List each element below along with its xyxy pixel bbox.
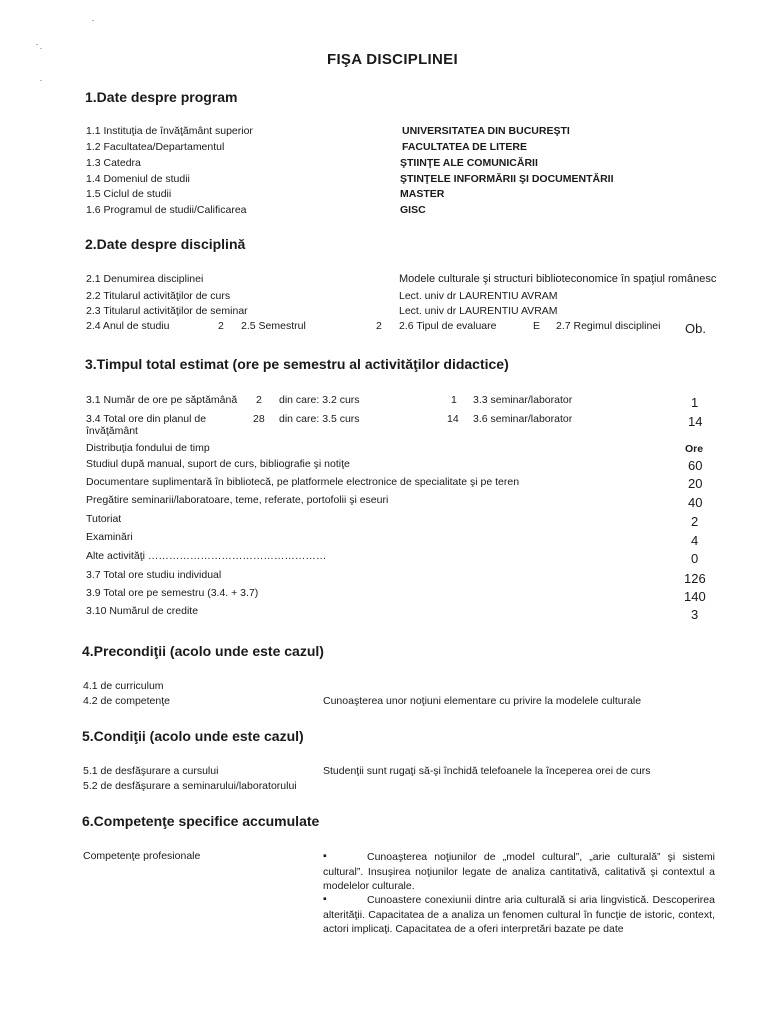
row-label: din care: 3.5 curs (279, 413, 360, 425)
row-value: 126 (684, 571, 706, 586)
section-4-heading: 4.Precondiţii (acolo unde este cazul) (82, 643, 324, 659)
bullet-icon: ▪ (323, 850, 327, 862)
row-value: 2 (691, 514, 699, 529)
scan-speck (36, 44, 38, 45)
row-value: 140 (684, 589, 706, 604)
row-label: 3.6 seminar/laborator (473, 413, 573, 425)
row-label: din care: 3.2 curs (279, 394, 360, 406)
competence-paragraph: Cunoastere conexiunii dintre aria culturală si aria lingvistică. Descoperirea alterităţii. Capacitatea de a analiza un fenomen cultural în funcţie de istoric, context, actori implicaţi. Capacitatea de a oferi interpretări bazate pe date (323, 894, 715, 935)
row-label: 3.1 Număr de ore pe săptămână (86, 394, 238, 406)
row-value: 14 (447, 413, 459, 425)
row-label: 3.3 seminar/laborator (473, 394, 573, 406)
row-label: 1.5 Ciclul de studii (86, 188, 172, 200)
row-value: Ob. (685, 321, 706, 336)
row-label: 1.1 Instituţia de învăţământ superior (86, 125, 253, 137)
row-label: 4.2 de competenţe (83, 695, 170, 707)
row-label: Examinări (86, 531, 133, 543)
row-value: Cunoaşterea unor noţiuni elementare cu privire la modelele culturale (323, 695, 642, 707)
row-label: Documentare suplimentară în bibliotecă, pe platformele electronice de specialitate şi pe teren (86, 476, 520, 488)
section-3-heading: 3.Timpul total estimat (ore pe semestru al activităţilor didactice) (85, 356, 509, 372)
scan-speck (40, 48, 42, 49)
scan-speck (92, 20, 94, 21)
row-label: învăţământ (86, 425, 138, 437)
row-label: 3.9 Total ore pe semestru (3.4. + 3.7) (86, 587, 259, 599)
row-label: Tutoriat (86, 513, 122, 525)
row-value: 4 (691, 533, 699, 548)
row-label: 5.2 de desfăşurare a seminarului/laboratorului (83, 780, 297, 792)
row-label: Studiul după manual, suport de curs, bibliografie şi notiţe (86, 458, 350, 470)
row-label: 1.6 Programul de studii/Calificarea (86, 204, 247, 216)
row-label: Pregătire seminarii/laboratoare, teme, referate, portofolii şi eseuri (86, 494, 389, 506)
row-value: 3 (691, 607, 699, 622)
row-value: Studenţii sunt rugaţi să-şi închidă telefoanele la începerea orei de curs (323, 765, 651, 777)
row-value: Modele culturale şi structuri biblioteconomice în spaţiul românesc (399, 273, 717, 285)
section-1-heading: 1.Date despre program (85, 89, 238, 105)
row-value: Lect. univ dr LAURENTIU AVRAM (399, 305, 558, 317)
bullet-icon: ▪ (323, 893, 327, 905)
row-value: Lect. univ dr LAURENTIU AVRAM (399, 290, 558, 302)
row-label: 5.1 de desfăşurare a cursului (83, 765, 219, 777)
row-value: UNIVERSITATEA DIN BUCUREŞTI (402, 125, 570, 137)
row-value: 28 (253, 413, 265, 425)
scan-speck (40, 80, 42, 81)
competence-paragraph: Cunoaşterea noţiunilor de „model cultural”, „arie culturală” şi sistemi cultural”. Insuşirea noţiunilor legate de analiza cantitativă, calitativă şi contextul a modelelor culturale. (323, 851, 715, 892)
column-header: Ore (685, 443, 704, 455)
row-label: 2.4 Anul de studiu (86, 320, 170, 332)
document-title: FIŞA DISCIPLINEI (327, 51, 458, 68)
row-label: 2.2 Titularul activităţilor de curs (86, 290, 231, 302)
row-label: 2.1 Denumirea disciplinei (86, 273, 204, 285)
row-label: 1.2 Facultatea/Departamentul (86, 141, 225, 153)
row-label: 1.4 Domeniul de studii (86, 173, 190, 185)
row-label: 4.1 de curriculum (83, 680, 164, 692)
row-value: 1 (691, 395, 699, 410)
row-label: 2.5 Semestrul (241, 320, 306, 332)
row-label: 3.10 Numărul de credite (86, 605, 199, 617)
row-value: GISC (400, 204, 426, 216)
row-label: Distribuţia fondului de timp (86, 442, 210, 454)
section-2-heading: 2.Date despre disciplină (85, 236, 246, 252)
row-label: 1.3 Catedra (86, 157, 141, 169)
row-value: 2 (256, 394, 262, 406)
row-value: ŞTIINŢE ALE COMUNICĂRII (400, 157, 538, 169)
row-value: 1 (451, 394, 457, 406)
row-label: 3.4 Total ore din planul de (86, 413, 207, 425)
section-5-heading: 5.Condiţii (acolo unde este cazul) (82, 728, 304, 744)
row-value: 60 (688, 458, 703, 473)
row-value: 2 (218, 320, 224, 332)
section-6-heading: 6.Competenţe specifice accumulate (82, 813, 320, 829)
row-label: 2.7 Regimul disciplinei (556, 320, 661, 332)
row-value: 0 (691, 551, 699, 566)
row-label: Competenţe profesionale (83, 850, 201, 862)
row-value: 14 (688, 414, 703, 429)
row-value: 20 (688, 476, 703, 491)
row-value: 40 (688, 495, 703, 510)
row-value: ŞTINŢELE INFORMĂRII ŞI DOCUMENTĂRII (400, 173, 614, 185)
row-value: 2 (376, 320, 382, 332)
row-label: 2.6 Tipul de evaluare (399, 320, 497, 332)
row-value: E (533, 320, 541, 332)
row-value: MASTER (400, 188, 445, 200)
row-label: 2.3 Titularul activităţilor de seminar (86, 305, 248, 317)
row-value: FACULTATEA DE LITERE (402, 141, 528, 153)
row-label: Alte activităţi …………………………………………… (86, 550, 327, 562)
row-label: 3.7 Total ore studiu individual (86, 569, 222, 581)
